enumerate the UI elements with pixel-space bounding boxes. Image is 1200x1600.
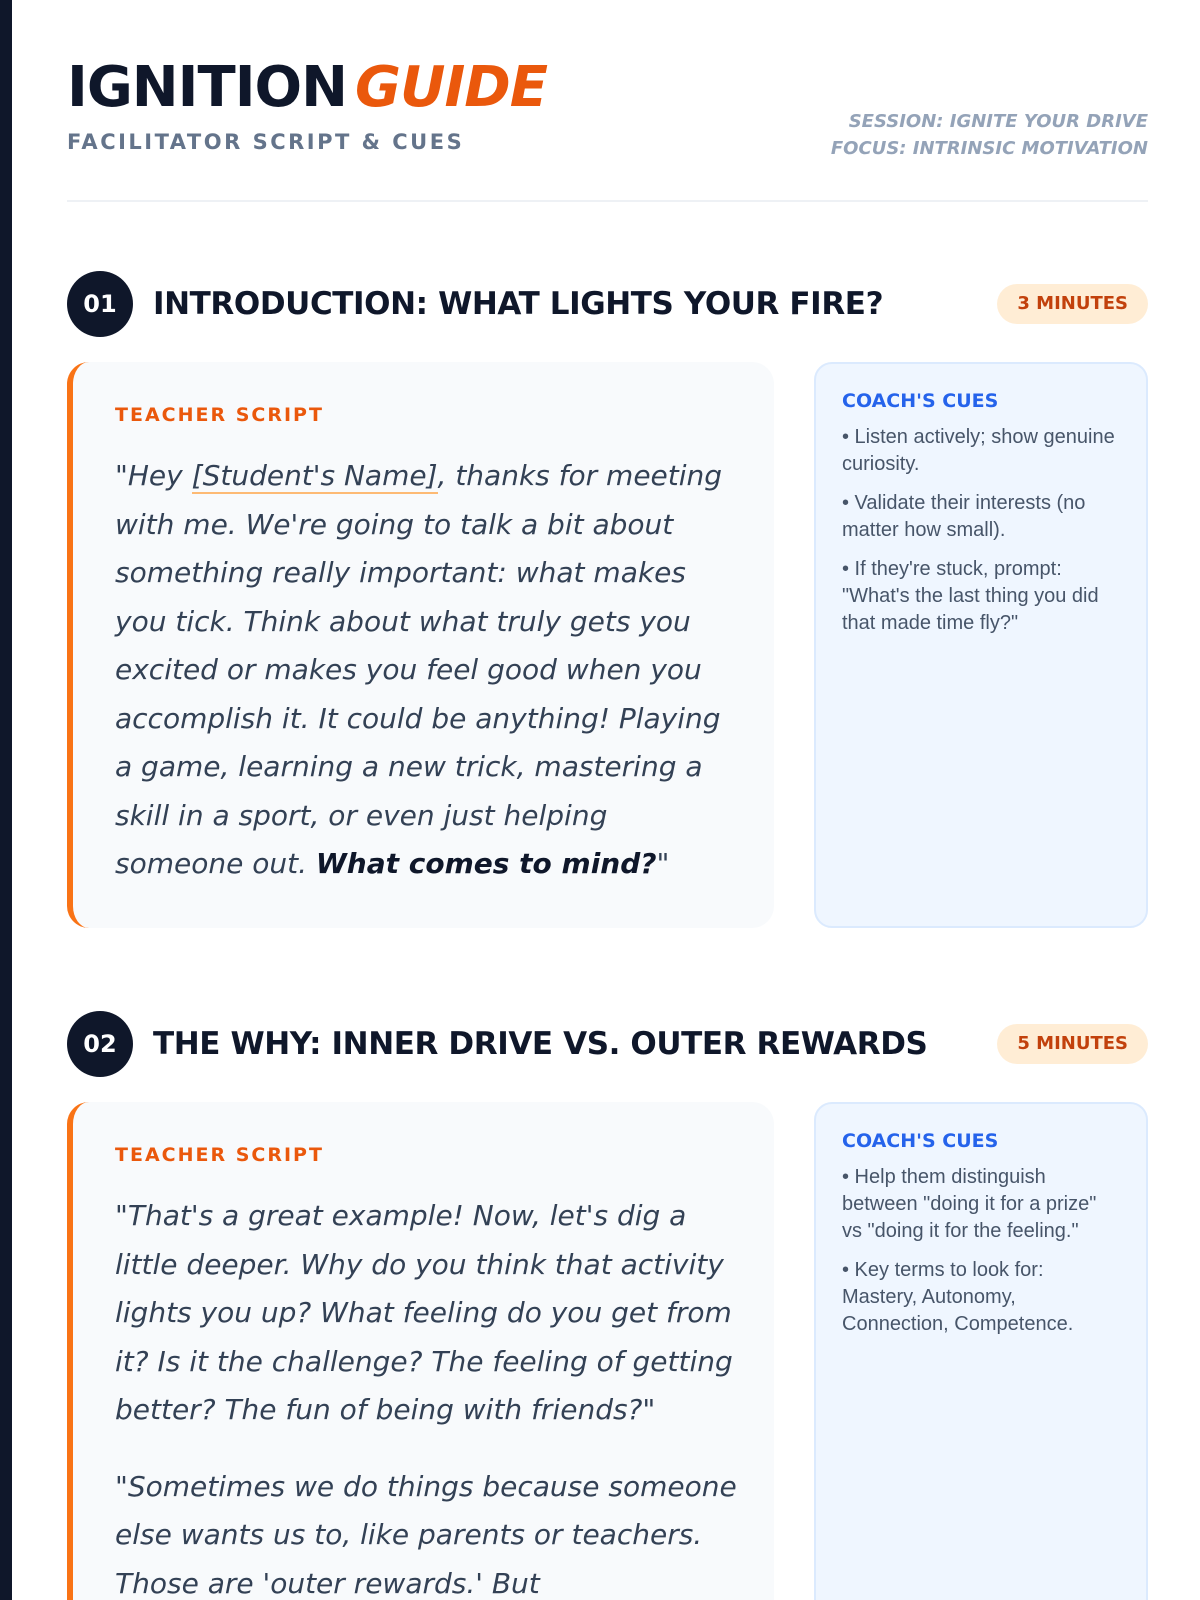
duration-badge: 3 MINUTES bbox=[997, 284, 1148, 324]
teacher-script-paragraph: "That's a great example! Now, let's dig a little deeper. Why do you think that activity lights you up? What feeling do you get from it? Is it the challenge? The feeling of getting better? The fun of being with friends?" bbox=[115, 1199, 733, 1426]
student-name-placeholder: [Student's Name] bbox=[191, 459, 438, 492]
cue-item: • Key terms to look for: Mastery, Autonomy, Connection, Competence. bbox=[842, 1259, 1074, 1335]
cue-item: • Validate their interests (no matter how small). bbox=[842, 492, 1086, 541]
teacher-script-label: TEACHER SCRIPT bbox=[115, 404, 324, 426]
guide-title-accent: GUIDE bbox=[355, 55, 548, 120]
session-focus: FOCUS: INTRINSIC MOTIVATION bbox=[830, 138, 1148, 159]
page-header bbox=[67, 50, 1148, 202]
section-header bbox=[67, 1011, 1148, 1077]
section-the-why bbox=[67, 1011, 1148, 1600]
session-meta bbox=[831, 108, 1148, 162]
session-name: SESSION: IGNITE YOUR DRIVE bbox=[848, 111, 1148, 132]
teacher-script-card bbox=[67, 1102, 774, 1600]
teacher-script-label: TEACHER SCRIPT bbox=[115, 1144, 324, 1166]
script-body: , thanks for meeting with me. We're going to talk a bit about something really important: what makes you tick. Think about what truly gets you excited or makes you feel good when you accomplish it. It could be anything! Playing a game, learning a new trick, mastering a skill in a sport, or even just helping someone out. bbox=[115, 459, 723, 880]
cue-item: • If they're stuck, prompt: "What's the last thing you did that made time fly?" bbox=[842, 558, 1099, 634]
coach-cues-label: COACH'S CUES bbox=[842, 1130, 999, 1152]
guide-subtitle: FACILITATOR SCRIPT & CUES bbox=[67, 130, 465, 154]
duration-badge: 5 MINUTES bbox=[997, 1024, 1148, 1064]
cue-item: • Listen actively; show genuine curiosity. bbox=[842, 426, 1115, 475]
coach-cues-card bbox=[814, 362, 1148, 928]
section-header bbox=[67, 271, 1148, 337]
section-title: THE WHY: INNER DRIVE VS. OUTER REWARDS bbox=[153, 1026, 928, 1062]
left-accent-bar bbox=[0, 0, 12, 1600]
coach-cues-label: COACH'S CUES bbox=[842, 390, 999, 412]
script-question: What comes to mind? bbox=[315, 847, 657, 880]
script-open: "Hey bbox=[115, 459, 192, 492]
teacher-script-paragraph: "Sometimes we do things because someone else wants us to, like parents or teachers. Those are 'outer rewards.' But bbox=[115, 1469, 737, 1600]
guide-title bbox=[67, 56, 547, 120]
guide-title-main: IGNITION bbox=[67, 55, 348, 120]
teacher-script-text bbox=[115, 452, 738, 889]
section-number-badge: 02 bbox=[67, 1011, 133, 1077]
teacher-script-card bbox=[67, 362, 774, 928]
section-title: INTRODUCTION: WHAT LIGHTS YOUR FIRE? bbox=[153, 286, 884, 322]
section-introduction bbox=[67, 271, 1148, 880]
cue-item: • Help them distinguish between "doing it for a prize" vs "doing it for the feeling." bbox=[842, 1166, 1097, 1242]
section-number-badge: 01 bbox=[67, 271, 133, 337]
script-close: " bbox=[656, 847, 670, 880]
coach-cues-card bbox=[814, 1102, 1148, 1600]
